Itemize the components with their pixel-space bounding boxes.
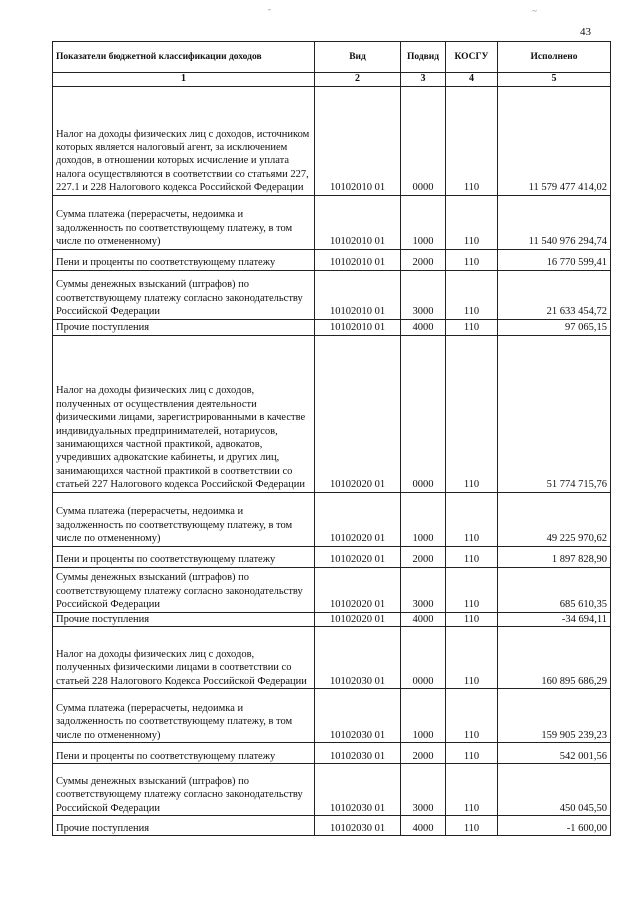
table-row bbox=[53, 567, 611, 612]
row-amount-cell: 21 633 454,72 bbox=[498, 270, 611, 319]
table-row bbox=[53, 319, 611, 335]
column-number: 5 bbox=[498, 73, 611, 87]
table-body bbox=[53, 86, 611, 835]
header-vid: Вид bbox=[315, 42, 401, 73]
row-name-cell: Налог на доходы физических лиц с доходов, источником которых является налоговый агент, за исключением доходов, в отношении которых исчисление и уплата налога осуществляются в соответствии со статьями 227, 227.1 и 228 Налогового кодекса Российской Федерации bbox=[53, 86, 315, 195]
row-vid-cell: 10102030 01 bbox=[315, 743, 401, 764]
row-name-cell: Сумма платежа (перерасчеты, недоимка и задолженность по соответствующему платежу, в том числе по отмененному) bbox=[53, 492, 315, 546]
row-vid-cell: 10102010 01 bbox=[315, 249, 401, 270]
header-name: Показатели бюджетной классификации доходов bbox=[53, 42, 315, 73]
row-podvid-cell: 1000 bbox=[401, 689, 446, 743]
row-name-cell: Сумма платежа (перерасчеты, недоимка и задолженность по соответствующему платежу, в том числе по отмененному) bbox=[53, 195, 315, 249]
row-amount-cell: 542 001,56 bbox=[498, 743, 611, 764]
header-podvid: Подвид bbox=[401, 42, 446, 73]
column-number: 2 bbox=[315, 73, 401, 87]
row-podvid-cell: 4000 bbox=[401, 816, 446, 836]
row-amount-cell: 16 770 599,41 bbox=[498, 249, 611, 270]
row-amount-cell: 97 065,15 bbox=[498, 319, 611, 335]
row-name-cell: Пени и проценты по соответствующему платежу bbox=[53, 249, 315, 270]
row-podvid-cell: 0000 bbox=[401, 86, 446, 195]
row-kosgu-cell: 110 bbox=[446, 612, 498, 626]
row-amount-cell: 160 895 686,29 bbox=[498, 627, 611, 689]
row-kosgu-cell: 110 bbox=[446, 689, 498, 743]
row-amount-cell: 11 579 477 414,02 bbox=[498, 86, 611, 195]
row-name-cell: Суммы денежных взысканий (штрафов) по соответствующему платежу согласно законодательству Российской Федерации bbox=[53, 567, 315, 612]
row-amount-cell: 51 774 715,76 bbox=[498, 335, 611, 492]
row-podvid-cell: 2000 bbox=[401, 249, 446, 270]
row-amount-cell: 49 225 970,62 bbox=[498, 492, 611, 546]
header-row bbox=[53, 42, 611, 73]
column-number-row bbox=[53, 73, 611, 87]
row-name-cell: Прочие поступления bbox=[53, 612, 315, 626]
row-kosgu-cell: 110 bbox=[446, 335, 498, 492]
row-vid-cell: 10102030 01 bbox=[315, 816, 401, 836]
row-podvid-cell: 1000 bbox=[401, 492, 446, 546]
scan-mark-right: ~ bbox=[532, 6, 537, 16]
row-kosgu-cell: 110 bbox=[446, 249, 498, 270]
row-name-cell: Налог на доходы физических лиц с доходов, полученных от осуществления деятельности физическими лицами, зарегистрированными в качестве индивидуальных предпринимателей, нотариусов, занимающихся частной практикой, адвокатов, учредивших адвокатские кабинеты, и других лиц, занимающихся частной практикой в соответствии со статьей 227 Налогового кодекса Российской Федерации bbox=[53, 335, 315, 492]
row-kosgu-cell: 110 bbox=[446, 816, 498, 836]
row-vid-cell: 10102020 01 bbox=[315, 492, 401, 546]
row-amount-cell: -1 600,00 bbox=[498, 816, 611, 836]
table-row bbox=[53, 249, 611, 270]
column-number: 4 bbox=[446, 73, 498, 87]
row-name-cell: Налог на доходы физических лиц с доходов, полученных физическими лицами в соответствии со статьей 228 Налогового Кодекса Российской Федерации bbox=[53, 627, 315, 689]
row-amount-cell: 450 045,50 bbox=[498, 764, 611, 816]
row-name-cell: Суммы денежных взысканий (штрафов) по соответствующему платежу согласно законодательству Российской Федерации bbox=[53, 270, 315, 319]
table-row bbox=[53, 195, 611, 249]
row-vid-cell: 10102010 01 bbox=[315, 270, 401, 319]
row-kosgu-cell: 110 bbox=[446, 319, 498, 335]
row-vid-cell: 10102030 01 bbox=[315, 689, 401, 743]
row-amount-cell: 159 905 239,23 bbox=[498, 689, 611, 743]
row-vid-cell: 10102010 01 bbox=[315, 195, 401, 249]
row-kosgu-cell: 110 bbox=[446, 764, 498, 816]
row-amount-cell: 685 610,35 bbox=[498, 567, 611, 612]
row-podvid-cell: 2000 bbox=[401, 743, 446, 764]
table-row bbox=[53, 764, 611, 816]
row-name-cell: Сумма платежа (перерасчеты, недоимка и задолженность по соответствующему платежу, в том числе по отмененному) bbox=[53, 689, 315, 743]
row-vid-cell: 10102020 01 bbox=[315, 546, 401, 567]
column-number: 1 bbox=[53, 73, 315, 87]
table-row bbox=[53, 335, 611, 492]
table-row bbox=[53, 816, 611, 836]
table-row bbox=[53, 86, 611, 195]
row-kosgu-cell: 110 bbox=[446, 567, 498, 612]
row-amount-cell: -34 694,11 bbox=[498, 612, 611, 626]
table-row bbox=[53, 627, 611, 689]
row-name-cell: Пени и проценты по соответствующему платежу bbox=[53, 743, 315, 764]
row-podvid-cell: 3000 bbox=[401, 270, 446, 319]
column-number: 3 bbox=[401, 73, 446, 87]
row-podvid-cell: 3000 bbox=[401, 764, 446, 816]
header-kosgu: КОСГУ bbox=[446, 42, 498, 73]
row-name-cell: Суммы денежных взысканий (штрафов) по соответствующему платежу согласно законодательству Российской Федерации bbox=[53, 764, 315, 816]
table-row bbox=[53, 492, 611, 546]
scan-mark-left: - bbox=[268, 4, 271, 14]
row-kosgu-cell: 110 bbox=[446, 627, 498, 689]
row-vid-cell: 10102010 01 bbox=[315, 86, 401, 195]
row-vid-cell: 10102030 01 bbox=[315, 627, 401, 689]
row-amount-cell: 11 540 976 294,74 bbox=[498, 195, 611, 249]
table-row bbox=[53, 546, 611, 567]
row-vid-cell: 10102010 01 bbox=[315, 319, 401, 335]
row-kosgu-cell: 110 bbox=[446, 743, 498, 764]
row-podvid-cell: 4000 bbox=[401, 612, 446, 626]
row-podvid-cell: 0000 bbox=[401, 627, 446, 689]
row-vid-cell: 10102020 01 bbox=[315, 612, 401, 626]
row-kosgu-cell: 110 bbox=[446, 86, 498, 195]
row-podvid-cell: 0000 bbox=[401, 335, 446, 492]
row-kosgu-cell: 110 bbox=[446, 270, 498, 319]
row-name-cell: Пени и проценты по соответствующему платежу bbox=[53, 546, 315, 567]
table-row bbox=[53, 612, 611, 626]
table-row bbox=[53, 743, 611, 764]
row-podvid-cell: 2000 bbox=[401, 546, 446, 567]
row-kosgu-cell: 110 bbox=[446, 492, 498, 546]
row-vid-cell: 10102020 01 bbox=[315, 335, 401, 492]
header-ispolneno: Исполнено bbox=[498, 42, 611, 73]
table-row bbox=[53, 689, 611, 743]
row-amount-cell: 1 897 828,90 bbox=[498, 546, 611, 567]
row-vid-cell: 10102020 01 bbox=[315, 567, 401, 612]
row-podvid-cell: 1000 bbox=[401, 195, 446, 249]
table-row bbox=[53, 270, 611, 319]
row-kosgu-cell: 110 bbox=[446, 546, 498, 567]
budget-income-table bbox=[52, 41, 611, 836]
row-podvid-cell: 4000 bbox=[401, 319, 446, 335]
row-name-cell: Прочие поступления bbox=[53, 319, 315, 335]
row-vid-cell: 10102030 01 bbox=[315, 764, 401, 816]
page-number: 43 bbox=[580, 26, 591, 38]
row-name-cell: Прочие поступления bbox=[53, 816, 315, 836]
row-podvid-cell: 3000 bbox=[401, 567, 446, 612]
row-kosgu-cell: 110 bbox=[446, 195, 498, 249]
